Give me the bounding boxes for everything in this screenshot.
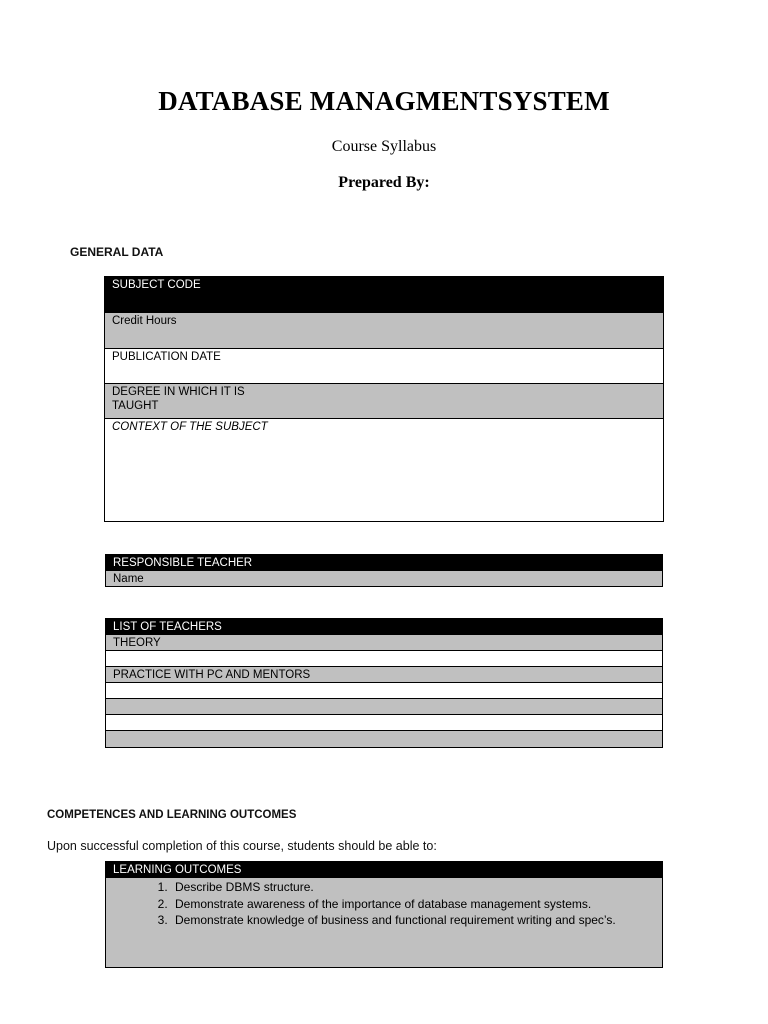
subject-code-row: SUBJECT CODE xyxy=(105,277,663,313)
learning-outcomes-body xyxy=(106,878,662,967)
practice-entry-row xyxy=(106,715,662,731)
document-title: DATABASE MANAGMENTSYSTEM xyxy=(158,86,610,116)
context-row: CONTEXT OF THE SUBJECT xyxy=(105,419,663,521)
teacher-name-row: Name xyxy=(106,571,662,586)
list-item: 2. Demonstrate awareness of the importance of database management systems. xyxy=(171,896,655,913)
credit-hours-row: Credit Hours xyxy=(105,313,663,349)
theory-entry-row xyxy=(106,651,662,667)
degree-row xyxy=(105,384,663,419)
prepared-by-label: Prepared By: xyxy=(338,174,430,191)
list-item: 1. Describe DBMS structure. xyxy=(171,879,655,896)
general-data-heading: GENERAL DATA xyxy=(70,245,164,259)
general-data-table xyxy=(104,276,664,522)
publication-date-row: PUBLICATION DATE xyxy=(105,349,663,384)
practice-entry-row xyxy=(106,699,662,715)
practice-entry-row xyxy=(106,683,662,699)
competences-intro: Upon successful completion of this course, students should be able to: xyxy=(47,839,437,853)
teachers-list-header: LIST OF TEACHERS xyxy=(106,619,662,635)
degree-label: DEGREE IN WHICH IT IS TAUGHT xyxy=(112,386,245,412)
responsible-teacher-table xyxy=(105,554,663,587)
theory-row: THEORY xyxy=(106,635,662,651)
competences-heading: COMPETENCES AND LEARNING OUTCOMES xyxy=(47,809,297,821)
practice-row: PRACTICE WITH PC AND MENTORS xyxy=(106,667,662,683)
document-subtitle: Course Syllabus xyxy=(331,138,437,155)
learning-outcomes-table xyxy=(105,861,663,968)
teachers-list-table xyxy=(105,618,663,748)
learning-outcomes-header: LEARNING OUTCOMES xyxy=(106,862,662,878)
responsible-teacher-header: RESPONSIBLE TEACHER xyxy=(106,555,662,571)
practice-entry-row xyxy=(106,731,662,747)
outcomes-list xyxy=(113,879,655,929)
list-item: 3. Demonstrate knowledge of business and functional requirement writing and spec’s. xyxy=(171,912,655,929)
